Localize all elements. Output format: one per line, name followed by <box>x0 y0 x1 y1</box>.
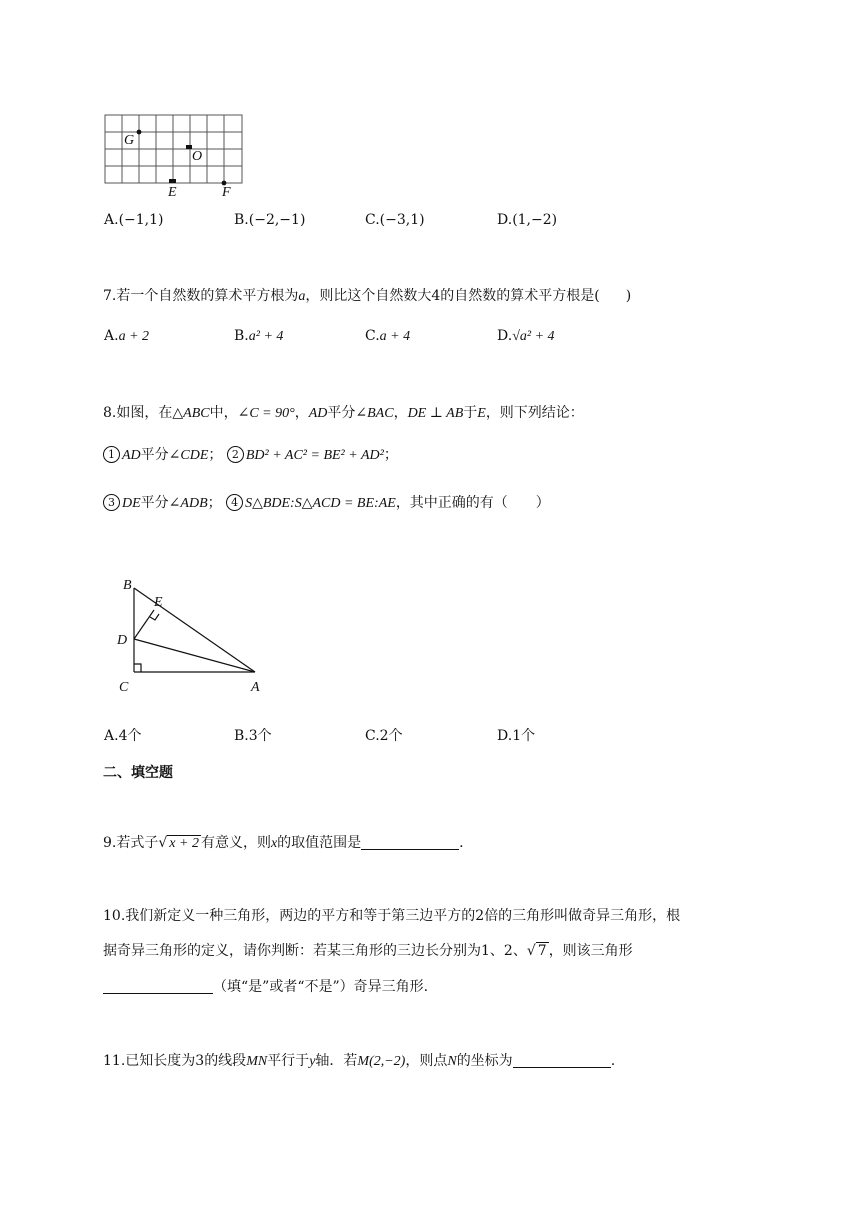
q6-option-d[interactable]: D.(1,−2) <box>497 212 558 228</box>
label-e: E <box>168 185 177 200</box>
q7-option-c[interactable]: C.a + 4 <box>365 328 411 344</box>
q6-option-a[interactable]: A.(−1,1) <box>104 212 164 228</box>
q8-conclusions-line1: 1 AD平分∠CDE； 2 BD² + AC² = BE² + AD²； <box>103 444 398 464</box>
label-b: B <box>123 578 132 593</box>
q7-option-d[interactable]: D.√a² + 4 <box>497 328 555 344</box>
q7-stem: 7.若一个自然数的算术平方根为a，则比这个自然数大4的自然数的算术平方根是( ) <box>103 288 632 304</box>
point-e <box>169 179 176 183</box>
conclusion-3-mark: 3 <box>103 494 120 511</box>
q7-option-a[interactable]: A.a + 2 <box>104 328 150 344</box>
q7-option-b[interactable]: B.a² + 4 <box>234 328 284 344</box>
q8-conclusions-line2: 3 DE平分∠ADB； 4 S△BDE:S△ACD = BE:AE，其中正确的有（ ） <box>103 492 550 512</box>
label-d: D <box>117 633 128 648</box>
q8-option-d[interactable]: D.1个 <box>497 728 536 744</box>
right-angle-c <box>134 664 141 672</box>
label-c: C <box>119 680 129 695</box>
conclusion-1-mark: 1 <box>103 446 120 463</box>
q8-option-a[interactable]: A.4个 <box>104 728 142 744</box>
q8-option-c[interactable]: C.2个 <box>365 728 403 744</box>
point-g <box>137 130 142 135</box>
conclusion-2-mark: 2 <box>227 446 244 463</box>
label-a: A <box>251 680 260 695</box>
q9-stem: 9.若式子√ x + 2 有意义，则x的取值范围是 . <box>103 835 464 851</box>
label-e2: E <box>154 595 163 610</box>
q8-stem: 8.如图，在△ABC中，∠C = 90°，AD平分∠BAC，DE ⊥ AB于E，则下列结论： <box>103 405 584 421</box>
label-g: G <box>124 133 135 148</box>
side-ab <box>134 588 255 672</box>
q8-option-b[interactable]: B.3个 <box>234 728 272 744</box>
triangle-figure <box>112 574 272 696</box>
q10-line1: 10.我们新定义一种三角形，两边的平方和等于第三边平方的2倍的三角形叫做奇异三角形，根 <box>103 908 681 924</box>
grid-figure <box>100 112 250 202</box>
section-heading-fill-in: 二、填空题 <box>103 765 173 781</box>
q11-answer-blank[interactable] <box>513 1053 611 1068</box>
q11-stem: 11.已知长度为3的线段MN平行于y轴．若M(2,−2)，则点N的坐标为 . <box>103 1053 616 1069</box>
q10-answer-blank[interactable] <box>103 979 213 994</box>
q10-line2: 据奇异三角形的定义，请你判断：若某三角形的三边长分别为1、2、√ 7 ，则该三角形 <box>103 943 633 959</box>
label-o: O <box>192 149 203 164</box>
q10-line3: （填“是”或者“不是”）奇异三角形. <box>103 976 428 996</box>
segment-ad <box>134 639 255 672</box>
q6-option-b[interactable]: B.(−2,−1) <box>234 212 306 228</box>
segment-de <box>134 610 154 639</box>
conclusion-4-mark: 4 <box>226 494 243 511</box>
q9-answer-blank[interactable] <box>361 835 459 850</box>
label-f: F <box>222 185 231 200</box>
q6-option-c[interactable]: C.(−3,1) <box>365 212 425 228</box>
right-angle-e <box>150 614 159 620</box>
